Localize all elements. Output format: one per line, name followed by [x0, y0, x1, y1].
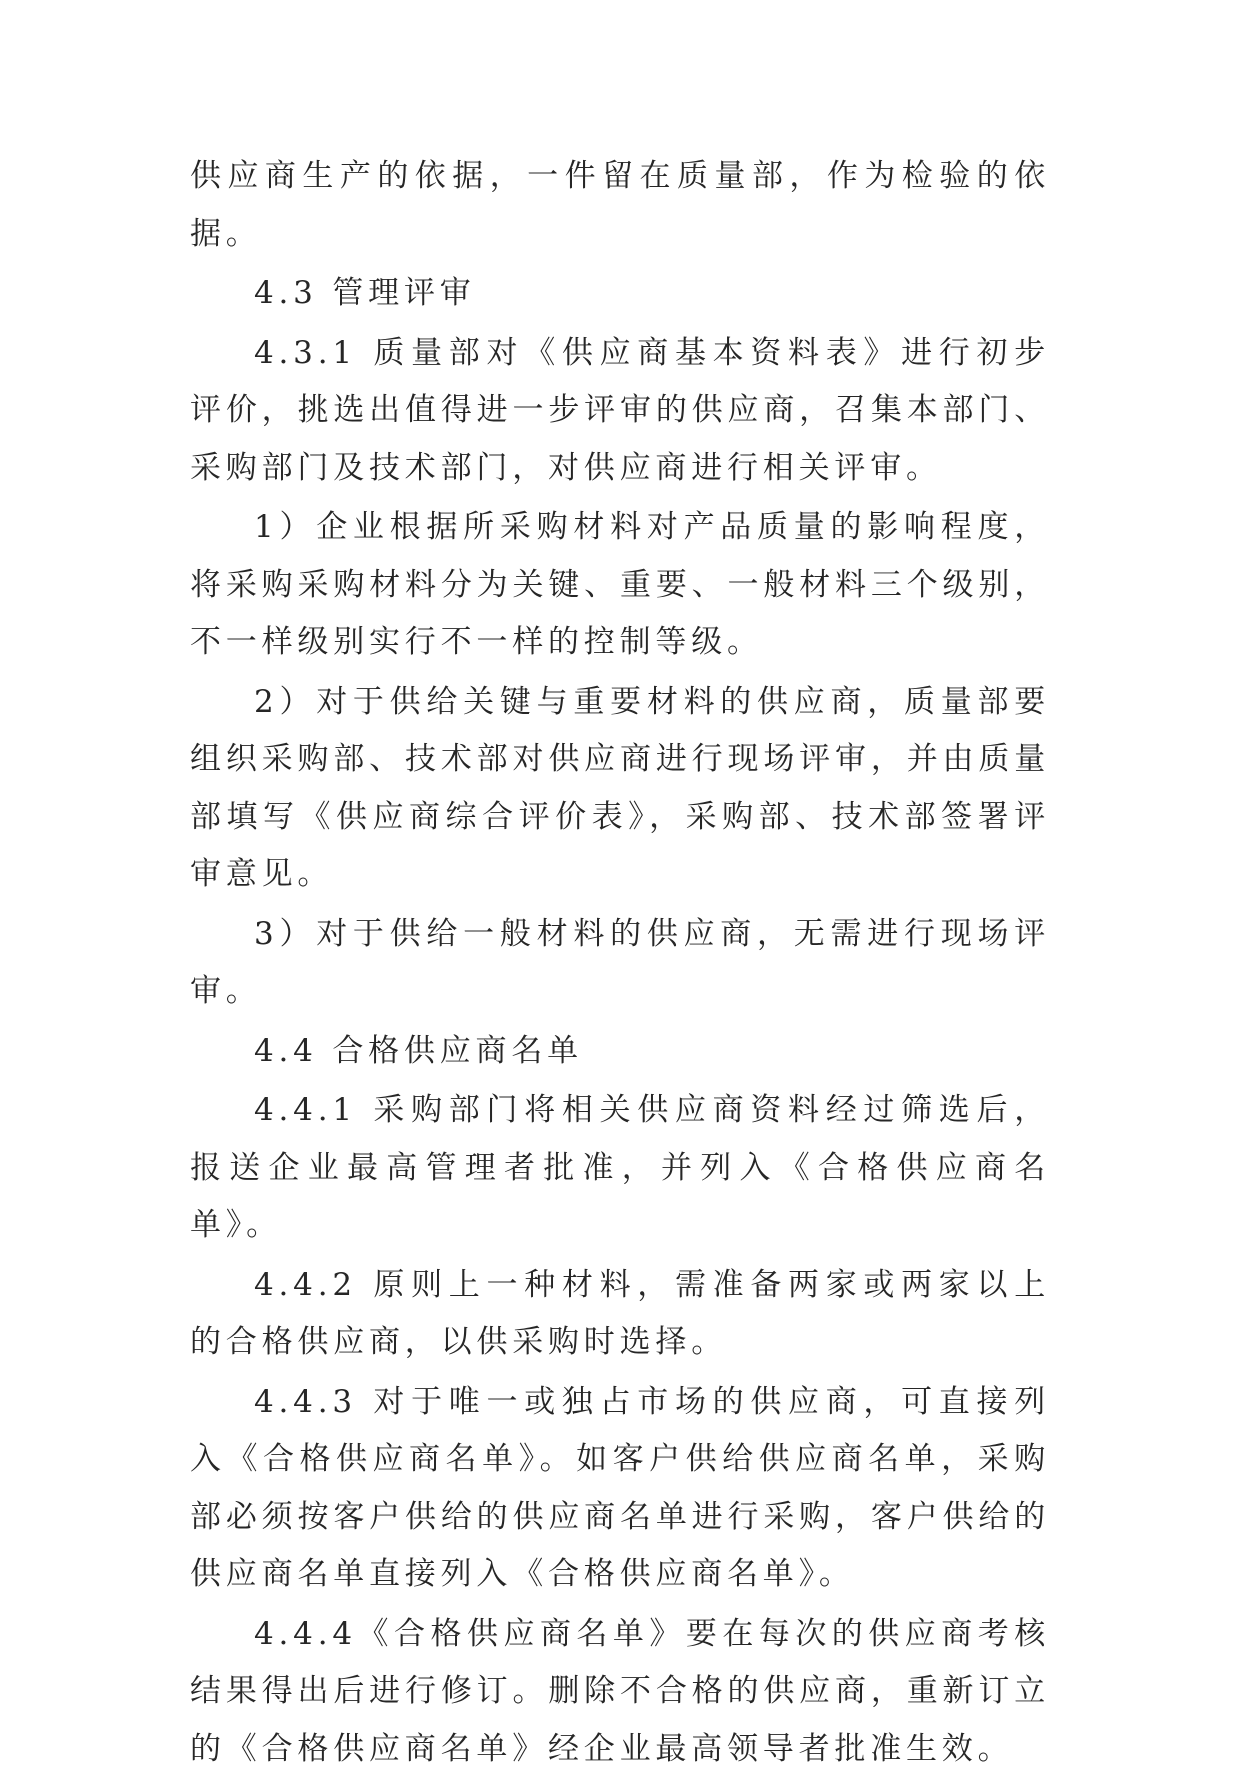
document-page [190, 148, 1050, 1780]
paragraph-item-2: 2）对于供给关键与重要材料的供应商，质量部要组织采购部、技术部对供应商进行现场评审，并由质量部填写《供应商综合评价表》，采购部、技术部签署评审意见。 [190, 683, 1050, 892]
paragraph-4-3-1: 4.3.1 质量部对《供应商基本资料表》进行初步评价，挑选出值得进一步评审的供应商，召集本部门、采购部门及技术部门，对供应商进行相关评审。 [190, 334, 1050, 486]
paragraph-4-4-1: 4.4.1 采购部门将相关供应商资料经过筛选后，报送企业最高管理者批准，并列入《合格供应商名单》。 [190, 1092, 1050, 1243]
paragraph-4-4-3: 4.4.3 对于唯一或独占市场的供应商，可直接列入《合格供应商名单》。如客户供给供应商名单，采购部必须按客户供给的供应商名单进行采购，客户供给的供应商名单直接列入《合格供应商名单》。 [190, 1383, 1050, 1592]
paragraph-item-3: 3）对于供给一般材料的供应商，无需进行现场评审。 [190, 915, 1050, 1009]
section-heading-4-4: 4.4 合格供应商名单 [254, 1032, 583, 1069]
paragraph-4-4-2: 4.4.2 原则上一种材料，需准备两家或两家以上的合格供应商，以供采购时选择。 [190, 1266, 1050, 1360]
section-heading-4-3: 4.3 管理评审 [254, 275, 476, 311]
paragraph-continuation: 供应商生产的依据，一件留在质量部，作为检验的依据。 [190, 158, 1050, 252]
paragraph-item-1: 1）企业根据所采购材料对产品质量的影响程度，将采购采购材料分为关键、重要、一般材料三个级别，不一样级别实行不一样的控制等级。 [190, 509, 1050, 660]
paragraph-4-4-4: 4.4.4《合格供应商名单》要在每次的供应商考核结果得出后进行修订。删除不合格的供应商，重新订立的《合格供应商名单》经企业最高领导者批准生效。 [190, 1615, 1050, 1767]
